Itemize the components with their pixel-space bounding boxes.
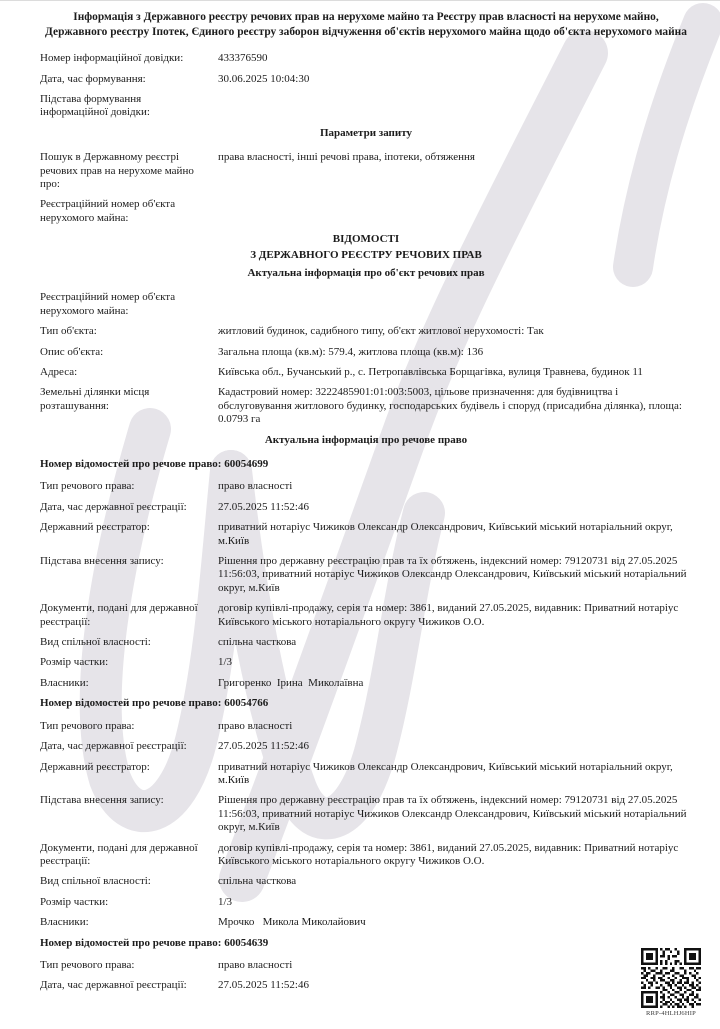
- field-label: Документи, подані для державної реєстрації:: [40, 841, 198, 867]
- field-label: Дата, час державної реєстрації:: [40, 740, 187, 753]
- field-value: Рішення про державну реєстрацію прав та їх обтяжень, індексний номер: 79120731 від 27.05.2025 11:56:03, приватний нотаріус Чижиков Олександр Олександрович, Київський міський нотаріальний округ, м.Київ: [218, 794, 690, 834]
- field-label: Дата, час державної реєстрації:: [40, 500, 187, 513]
- field-row: [40, 916, 692, 929]
- field-row: [40, 656, 692, 669]
- field-value: 27.05.2025 11:52:46: [218, 740, 309, 753]
- field-label: Опис об'єкта:: [40, 345, 104, 358]
- field-label: Власники:: [40, 676, 89, 689]
- field-row: [40, 93, 692, 120]
- field-label: Тип речового права:: [40, 719, 135, 732]
- registry-heading-line2: З ДЕРЖАВНОГО РЕЄСТРУ РЕЧОВИХ ПРАВ: [250, 248, 482, 261]
- field-row: [40, 740, 692, 753]
- field-label: Власники:: [40, 916, 89, 929]
- field-row: [40, 677, 692, 690]
- field-label: Тип речового права:: [40, 480, 135, 493]
- field-value: Київська обл., Бучанський р., с. Петропавлівська Борщагівка, вулиця Травнева, будинок 11: [218, 365, 643, 378]
- field-row: [40, 896, 692, 909]
- field-value: право власності: [218, 958, 293, 971]
- field-value: Григоренко Ірина Миколаївна: [218, 676, 364, 689]
- field-value: 1/3: [218, 895, 233, 908]
- field-row: [40, 325, 692, 338]
- qr-code-icon: [641, 948, 701, 1008]
- field-value: спільна часткова: [218, 636, 297, 649]
- field-value: Кадастровий номер: 3222485901:01:003:5003, цільове призначення: для будівництва і обслуговування житлового будинку, господарських будівель і споруд (присадибна ділянка), площа: 0.0793 га: [218, 386, 685, 426]
- field-row: [40, 959, 692, 972]
- field-row: [40, 291, 692, 318]
- field-label: Тип речового права:: [40, 958, 135, 971]
- field-label: Вид спільної власності:: [40, 875, 151, 888]
- field-value: право власності: [218, 480, 293, 493]
- field-value: право власності: [218, 719, 293, 732]
- section-heading-query-params: Параметри запиту: [319, 126, 412, 139]
- field-value: 27.05.2025 11:52:46: [218, 500, 309, 513]
- field-label: Державний реєстратор:: [40, 521, 150, 534]
- field-row: [40, 366, 692, 379]
- field-row: [40, 501, 692, 514]
- field-row: [40, 73, 692, 86]
- field-label: Дата, час формування:: [40, 72, 146, 85]
- field-label: Пошук в Державному реєстрі речових прав на нерухоме майно про:: [40, 151, 194, 190]
- field-value: 30.06.2025 10:04:30: [218, 72, 310, 85]
- field-value: Рішення про державну реєстрацію прав та їх обтяжень, індексний номер: 79120731 від 27.05.2025 11:56:03, приватний нотаріус Чижиков Олександр Олександрович, Київський міський нотаріальний округ, м.Київ: [218, 555, 690, 594]
- field-row: [40, 636, 692, 649]
- field-row: [40, 52, 692, 65]
- field-value: приватний нотаріус Чижиков Олександр Олександрович, Київський міський нотаріальний округ, м.Київ: [218, 521, 676, 547]
- field-row: [40, 555, 692, 595]
- field-label: Реєстраційний номер об'єкта нерухомого майна:: [40, 291, 176, 317]
- field-label: Вид спільної власності:: [40, 636, 151, 649]
- field-row: [40, 480, 692, 493]
- field-value: 27.05.2025 11:52:46: [218, 979, 309, 992]
- field-label: Підстава внесення запису:: [40, 794, 164, 807]
- field-label: Дата, час державної реєстрації:: [40, 979, 187, 992]
- field-row: [40, 979, 692, 992]
- section-heading-rights: Актуальна інформація про речове право: [264, 433, 468, 446]
- field-row: [40, 875, 692, 888]
- field-value: спільна часткова: [218, 875, 297, 888]
- registry-heading-line1: ВІДОМОСТІ: [332, 233, 400, 246]
- field-value: права власності, інші речові права, іпотеки, обтяження: [218, 151, 475, 164]
- field-value: [218, 291, 692, 318]
- record-number: Номер відомостей про речове право: 60054699: [40, 458, 269, 470]
- field-label: Земельні ділянки місця розташування:: [40, 386, 150, 412]
- field-value: договір купівлі-продажу, серія та номер: 3861, виданий 27.05.2025, видавник: Приватний нотаріус Київського міського нотаріального округу Чижиков О.О.: [218, 602, 682, 628]
- field-row: [40, 346, 692, 359]
- section-heading-object: Актуальна інформація про об'єкт речових прав: [247, 266, 485, 279]
- field-value: договір купівлі-продажу, серія та номер: 3861, виданий 27.05.2025, видавник: Приватний нотаріус Київського міського нотаріального округу Чижиков О.О.: [218, 841, 682, 867]
- field-value: Мрочко Микола Миколайович: [218, 916, 366, 929]
- field-row: [40, 720, 692, 733]
- field-value: 433376590: [218, 52, 268, 65]
- record-number: Номер відомостей про речове право: 60054639: [40, 936, 269, 949]
- registry-heading: [40, 232, 692, 263]
- field-label: Документи, подані для державної реєстрації:: [40, 602, 198, 628]
- field-row: [40, 794, 692, 834]
- field-value: приватний нотаріус Чижиков Олександр Олександрович, Київський міський нотаріальний округ, м.Київ: [218, 760, 676, 786]
- field-value: 1/3: [218, 656, 233, 669]
- field-row: [40, 521, 692, 548]
- field-value: [218, 93, 692, 120]
- record-number: Номер відомостей про речове право: 60054766: [40, 697, 269, 710]
- field-row: [40, 198, 692, 225]
- field-row: [40, 386, 692, 426]
- qr-caption: RRP-4HLHJ6HIP: [646, 1010, 696, 1018]
- field-label: Тип об'єкта:: [40, 325, 97, 338]
- document-page: [0, 1, 720, 993]
- field-value: житловий будинок, садибного типу, об'єкт житлової нерухомості: Так: [218, 325, 544, 338]
- field-label: Реєстраційний номер об'єкта нерухомого майна:: [40, 198, 176, 224]
- field-value: Загальна площа (кв.м): 579.4, житлова площа (кв.м): 136: [218, 345, 484, 358]
- field-row: [40, 761, 692, 788]
- field-label: Державний реєстратор:: [40, 760, 150, 773]
- field-label: Адреса:: [40, 365, 78, 378]
- field-label: Розмір частки:: [40, 895, 109, 908]
- field-label: Розмір частки:: [40, 656, 109, 669]
- field-row: [40, 151, 692, 191]
- field-label: Підстава формування інформаційної довідки:: [40, 92, 150, 119]
- field-row: [40, 842, 692, 869]
- field-row: [40, 602, 692, 629]
- field-label: Підстава внесення запису:: [40, 555, 164, 568]
- field-label: Номер інформаційної довідки:: [40, 52, 184, 65]
- qr-block: [632, 948, 710, 1018]
- document-title: Інформація з Державного реєстру речових прав на нерухоме майно та Реєстру прав власності на нерухоме майно, Державного реєстру Іпотек, Єдиного реєстру заборон відчуження об'єктів нерухомого майна щодо об'єкта нерухомого майна: [45, 11, 687, 39]
- field-value: [218, 198, 692, 225]
